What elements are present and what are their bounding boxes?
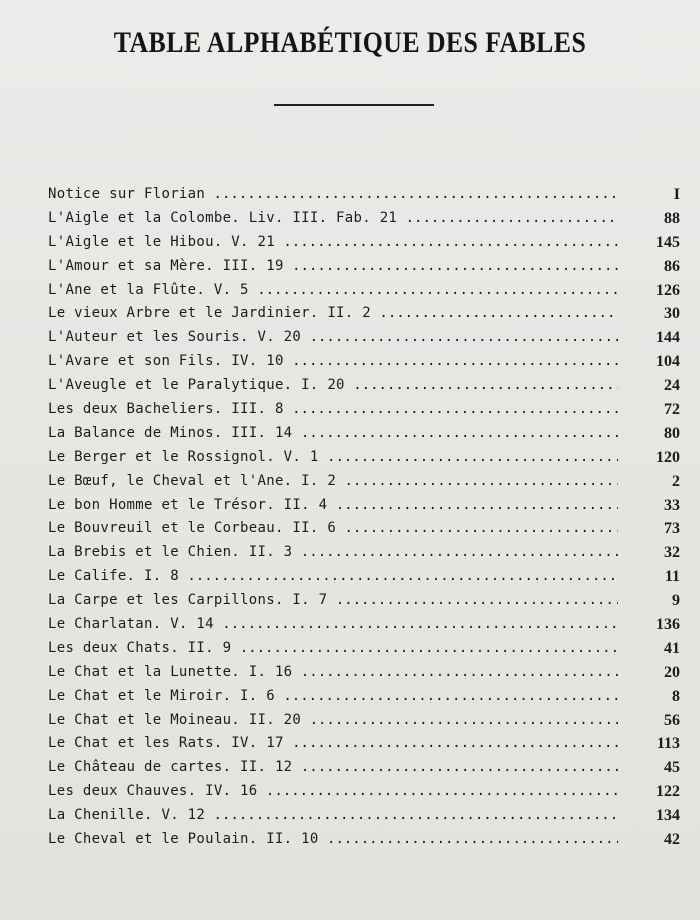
index-entry: [48, 565, 688, 589]
index-entry: [48, 541, 688, 565]
fables-index-list: [48, 183, 688, 852]
entry-title: Les deux Chats. II. 9 .....: [48, 637, 618, 661]
entry-title: L'Ane et la Flûte. V. 5 .....: [48, 279, 618, 303]
entry-page-number: 2: [672, 472, 680, 490]
entry-title: Le Château de cartes. II. 12 .....: [48, 756, 618, 780]
index-entry: [48, 183, 688, 207]
index-entry: [48, 732, 688, 756]
index-entry: [48, 756, 688, 780]
entry-title: Le vieux Arbre et le Jardinier. II. 2 .....: [48, 302, 618, 326]
entry-title: Notice sur Florian .....: [48, 183, 618, 207]
entry-page-number: 41: [664, 639, 680, 657]
index-entry: [48, 828, 688, 852]
entry-page-number: 145: [656, 233, 680, 251]
entry-title: L'Amour et sa Mère. III. 19 .....: [48, 255, 618, 279]
entry-page-number: 24: [664, 377, 680, 395]
entry-title: Les deux Bacheliers. III. 8 .....: [48, 398, 618, 422]
index-entry: [48, 613, 688, 637]
index-entry: [48, 780, 688, 804]
page-title: TABLE ALPHABÉTIQUE DES FABLES: [113, 26, 587, 59]
index-entry: [48, 302, 688, 326]
index-entry: [48, 470, 688, 494]
entry-title: La Balance de Minos. III. 14 .....: [48, 422, 618, 446]
entry-page-number: 134: [656, 807, 680, 825]
index-entry: [48, 709, 688, 733]
entry-page-number: 11: [664, 568, 680, 586]
entry-page-number: 30: [664, 305, 680, 323]
entry-title: Le Berger et le Rossignol. V. 1 .....: [48, 446, 618, 470]
entry-page-number: 42: [664, 831, 680, 849]
entry-page-number: 120: [656, 448, 680, 466]
entry-title: Le Chat et la Lunette. I. 16 .....: [48, 661, 618, 685]
entry-title: L'Aigle et le Hibou. V. 21 .....: [48, 231, 618, 255]
entry-page-number: 136: [656, 616, 680, 634]
index-entry: [48, 446, 688, 470]
index-entry: [48, 517, 688, 541]
entry-page-number: 9: [672, 592, 680, 610]
entry-title: Le Calife. I. 8 .....: [48, 565, 618, 589]
entry-title: L'Auteur et les Souris. V. 20 .....: [48, 326, 618, 350]
entry-page-number: I: [673, 186, 680, 203]
title-rule: [274, 104, 434, 106]
index-entry: [48, 422, 688, 446]
entry-page-number: 20: [664, 663, 680, 681]
index-entry: [48, 804, 688, 828]
entry-page-number: 45: [664, 759, 680, 777]
index-entry: [48, 350, 688, 374]
entry-page-number: 8: [672, 687, 680, 705]
entry-title: Le bon Homme et le Trésor. II. 4 .....: [48, 494, 618, 518]
entry-title: Le Cheval et le Poulain. II. 10 .....: [48, 828, 618, 852]
index-entry: [48, 207, 688, 231]
entry-page-number: 72: [664, 401, 680, 419]
entry-title: Le Chat et le Moineau. II. 20 .....: [48, 709, 618, 733]
entry-page-number: 86: [664, 257, 680, 275]
entry-page-number: 144: [656, 329, 680, 347]
entry-title: L'Aveugle et le Paralytique. I. 20 .....: [48, 374, 618, 398]
entry-page-number: 104: [656, 353, 680, 371]
index-entry: [48, 661, 688, 685]
entry-page-number: 32: [664, 544, 680, 562]
index-entry: [48, 326, 688, 350]
entry-title: La Brebis et le Chien. II. 3 .....: [48, 541, 618, 565]
entry-title: L'Avare et son Fils. IV. 10 .....: [48, 350, 618, 374]
entry-title: Le Chat et le Miroir. I. 6 .....: [48, 685, 618, 709]
index-entry: [48, 279, 688, 303]
index-entry: [48, 589, 688, 613]
index-entry: [48, 637, 688, 661]
entry-page-number: 33: [664, 496, 680, 514]
index-entry: [48, 374, 688, 398]
entry-title: Le Bœuf, le Cheval et l'Ane. I. 2 .....: [48, 470, 618, 494]
entry-page-number: 126: [656, 281, 680, 299]
entry-title: Les deux Chauves. IV. 16 .....: [48, 780, 618, 804]
entry-page-number: 80: [664, 424, 680, 442]
index-entry: [48, 398, 688, 422]
index-entry: [48, 494, 688, 518]
index-entry: [48, 255, 688, 279]
entry-title: La Carpe et les Carpillons. I. 7 .....: [48, 589, 618, 613]
entry-page-number: 56: [664, 711, 680, 729]
entry-page-number: 113: [656, 735, 680, 753]
entry-page-number: 73: [664, 520, 680, 538]
entry-title: Le Chat et les Rats. IV. 17 .....: [48, 732, 618, 756]
entry-page-number: 88: [664, 209, 680, 227]
entry-title: La Chenille. V. 12 .....: [48, 804, 618, 828]
entry-page-number: 122: [656, 783, 680, 801]
index-entry: [48, 685, 688, 709]
index-entry: [48, 231, 688, 255]
entry-title: L'Aigle et la Colombe. Liv. III. Fab. 21 .....: [48, 207, 618, 231]
entry-title: Le Charlatan. V. 14 .....: [48, 613, 618, 637]
entry-title: Le Bouvreuil et le Corbeau. II. 6 .....: [48, 517, 618, 541]
